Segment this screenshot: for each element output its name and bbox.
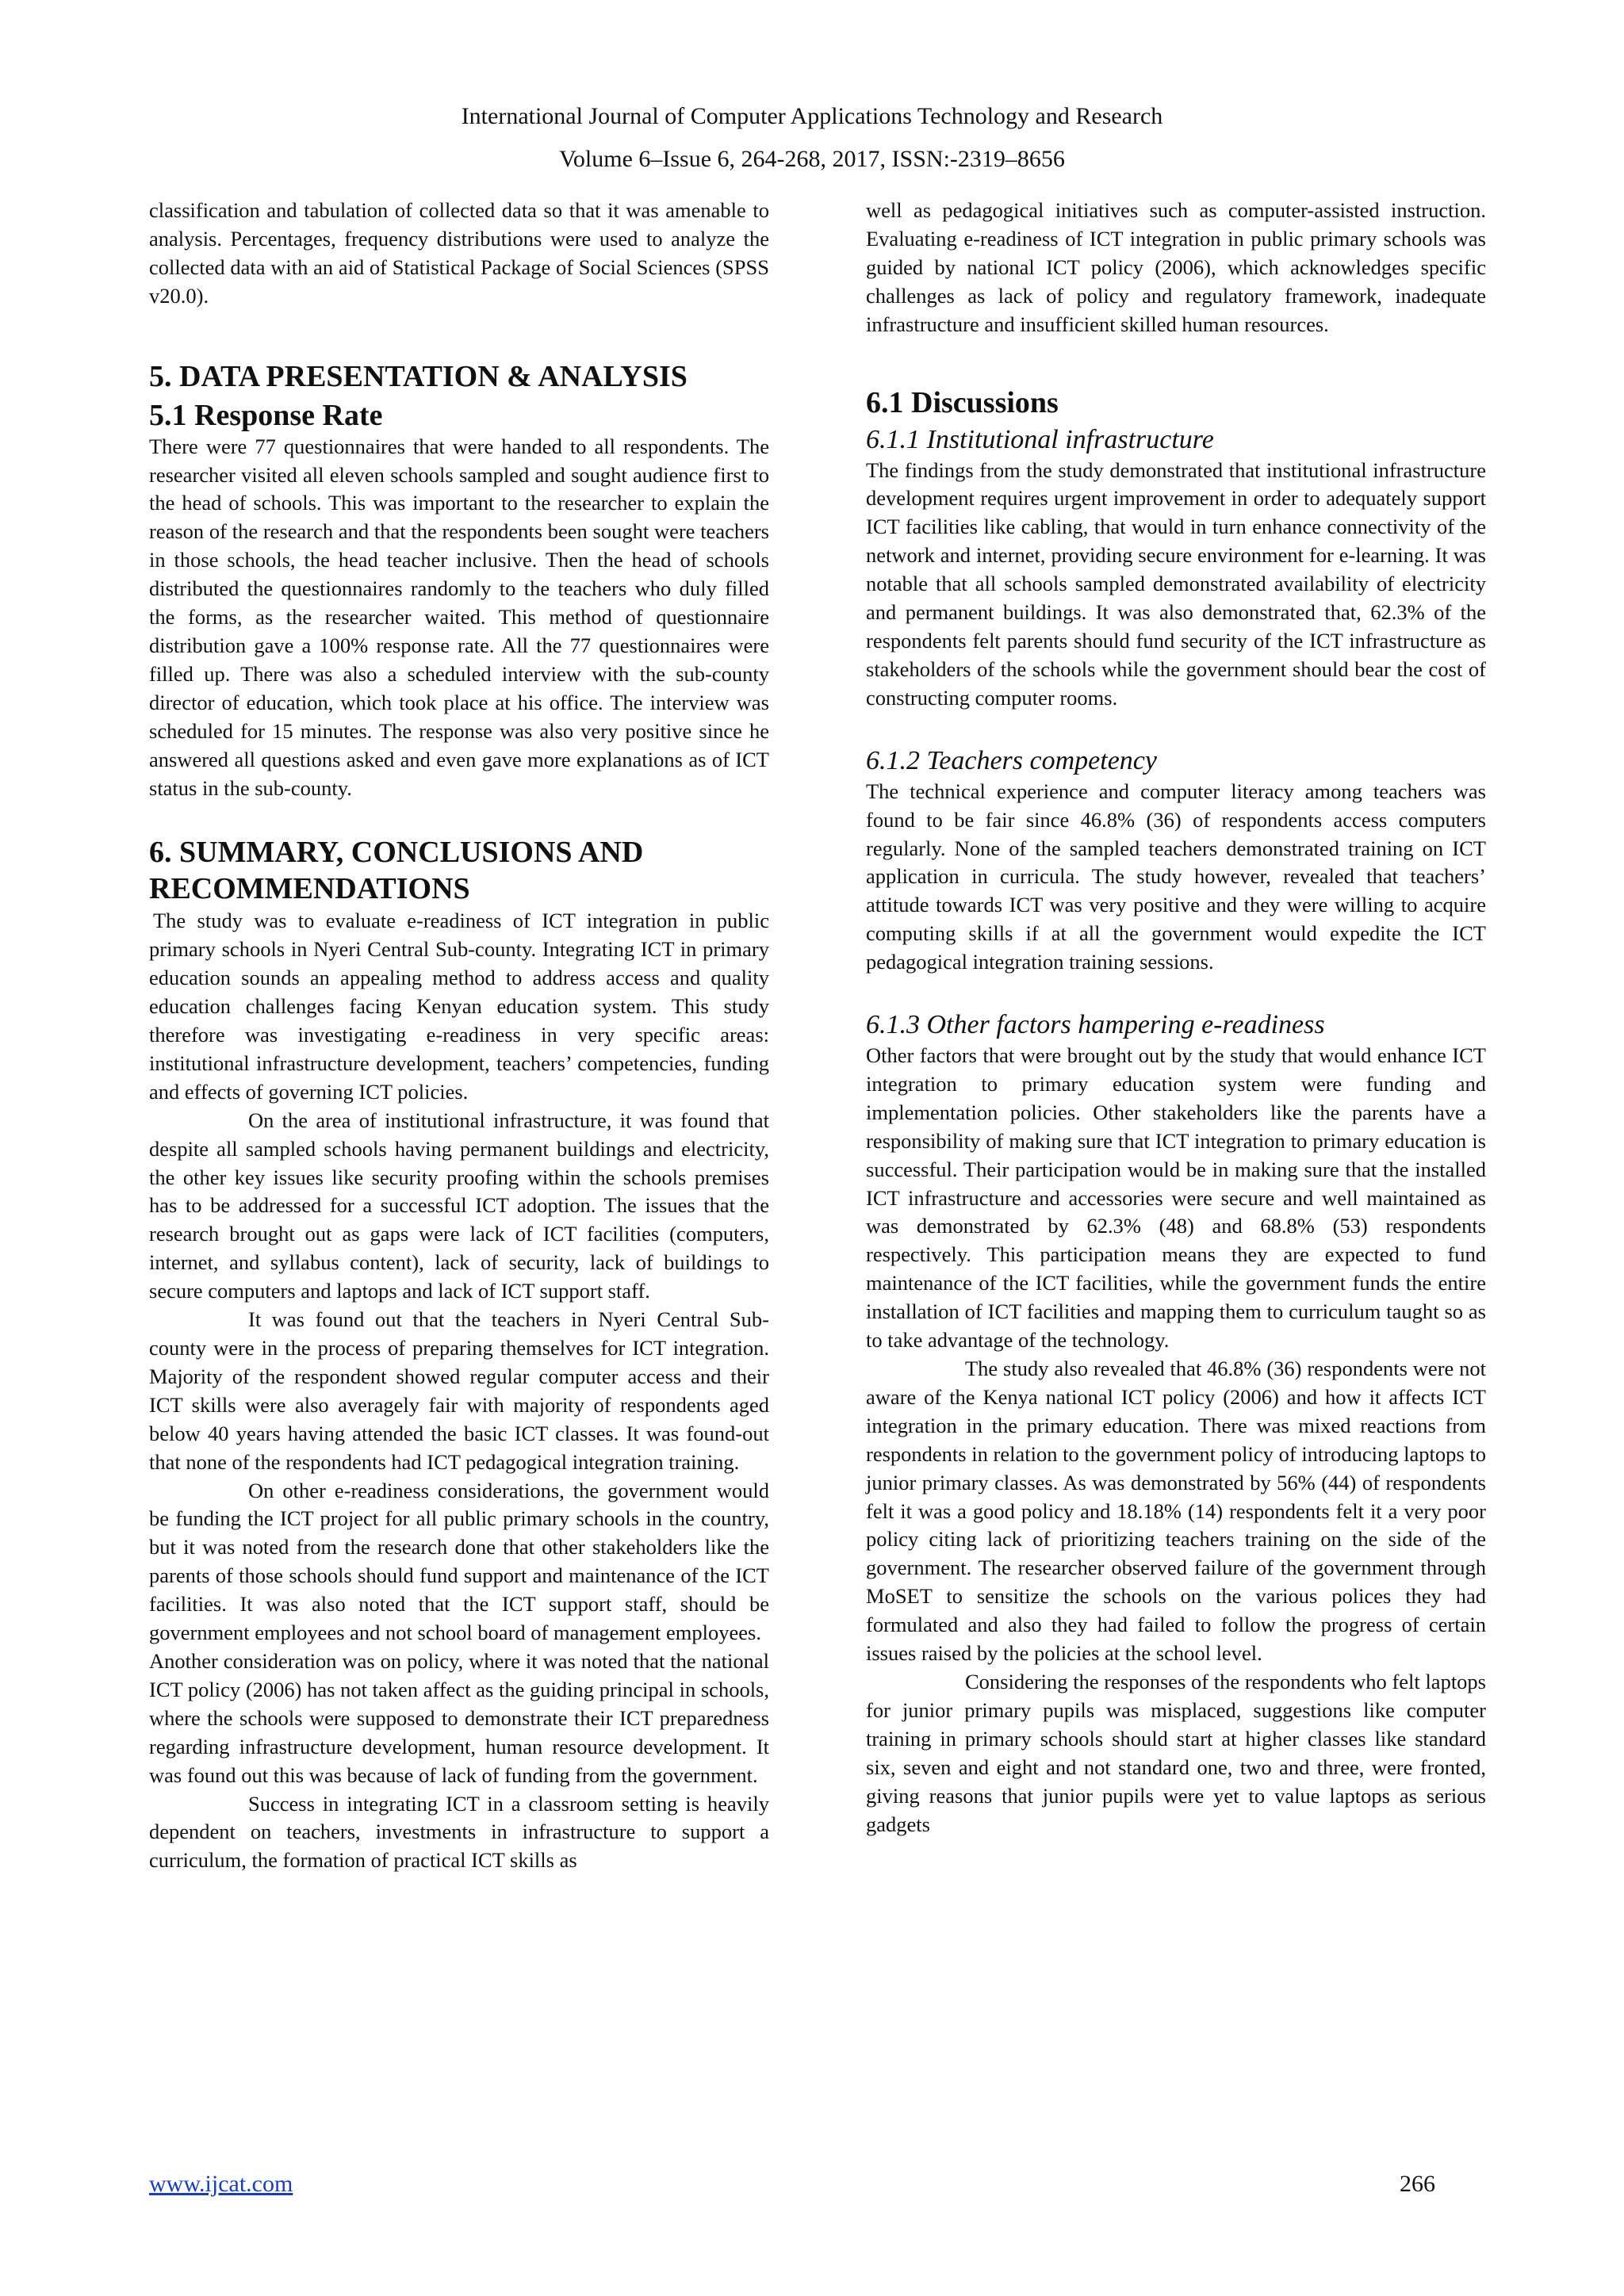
paragraph: There were 77 questionnaires that were handed to all respondents. The researcher visited all eleven schools sampled and sought audience first to the head of schools. This was important to the researcher to explain the reason of the research and that the respondents been sought were teachers in those schools, the head teacher inclusive. Then the head of schools distributed the questionnaires randomly to the teachers who duly filled the forms, as the researcher waited. This method of questionnaire distribution gave a 100% response rate. All the 77 questionnaires were filled up. There was also a scheduled interview with the sub-county director of education, which took place at his office. The interview was scheduled for 15 minutes. The response was also very positive since he answered all questions asked and even gave more explanations as of ICT status in the sub-county. — [149, 434, 769, 800]
paragraph: Other factors that were brought out by the study that would enhance ICT integration to primary education system were funding and implementation policies. Other stakeholders like the parents have a responsibility of making sure that ICT integration to primary education is successful. Their participation would be in making sure that the installed ICT infrastructure and accessories were secure and well maintained as was demonstrated by 62.3% (48) and 68.8% (53) respondents respectively. This participation means they are expected to fund maintenance of the ICT facilities, while the government funds the entire installation of ICT facilities and mapping them to curriculum taught so as to take advantage of the technology. — [866, 1043, 1486, 1353]
paragraph: Another consideration was on policy, where it was noted that the national ICT policy (2006) has not taken affect as the guiding principal in schools, where the schools were supposed to demonstrate their ICT preparedness regarding infrastructure development, human resource development. It was found out this was because of lack of funding from the government. — [149, 1648, 769, 1787]
subsection-heading-6-1-1: 6.1.1 Institutional infrastructure — [866, 424, 1214, 454]
paragraph: Considering the responses of the respondents who felt laptops for junior primary pupils was misplaced, suggestions like computer training in primary schools should start at higher classes like standard six, seven and eight and not standard one, two and three, were fronted, giving reasons that junior pupils were yet to value laptops as serious gadgets — [866, 1669, 1486, 1836]
journal-website-link[interactable]: www.ijcat.com — [149, 2171, 293, 2197]
section-heading-5: 5. DATA PRESENTATION & ANALYSIS — [149, 359, 688, 393]
paragraph: The study also revealed that 46.8% (36) respondents were not aware of the Kenya national ICT policy (2006) and how it affects ICT integration in the primary education. There was mixed reactions from respondents in relation to the government policy of introducing laptops to junior primary classes. As was demonstrated by 56% (44) of respondents felt it was a good policy and 18.18% (14) respondents felt it a very poor policy citing lack of prioritizing teachers training on the side of the government. The researcher observed failure of the government through MoSET to sensitize the schools on the various polices they had formulated and also they had failed to follow the progress of certain issues raised by the policies at the school level. — [866, 1357, 1486, 1666]
paragraph: The technical experience and computer literacy among teachers was found to be fair since 46.8% (36) of respondents access computers regularly. None of the sampled teachers demonstrated training on ICT application in curricula. The study however, revealed that teachers’ attitude towards ICT was very positive and they were willing to acquire computing skills if at all the government would expedite the ICT pedagogical integration training sessions. — [866, 779, 1486, 974]
running-header — [0, 95, 1624, 181]
paragraph: The findings from the study demonstrated that institutional infrastructure development requires urgent improvement in order to adequately support ICT facilities like cabling, that would in turn enhance connectivity of the network and internet, providing secure environment for e-learning. It was notable that all schools sampled demonstrated availability of electricity and permanent buildings. It was also demonstrated that, 62.3% of the respondents felt parents should fund security of the ICT infrastructure as stakeholders of the schools while the government should bear the cost of constructing computer rooms. — [866, 457, 1486, 710]
paragraph: It was found out that the teachers in Nyeri Central Sub-county were in the process of preparing themselves for ICT integration. Majority of the respondent showed regular computer access and their ICT skills were also averagely fair with majority of respondents aged below 40 years having attended the basic ICT classes. It was found-out that none of the respondents had ICT pedagogical integration training. — [149, 1307, 769, 1474]
paragraph: On other e-readiness considerations, the government would be funding the ICT project for all public primary schools in the country, but it was noted from the research done that other stakeholders like the parents of those schools should fund support and maintenance of the ICT facilities. It was also noted that the ICT support staff, should be government employees and not school board of management employees. — [149, 1478, 769, 1645]
section-heading-6: 6. SUMMARY, CONCLUSIONS AND RECOMMENDATIONS — [149, 836, 644, 906]
paragraph: The study was to evaluate e-readiness of ICT integration in public primary schools in Nyeri Central Sub-county. Integrating ICT in primary education sounds an appealing method to address access and quality education challenges facing Kenyan education system. This study therefore was investigating e-readiness in very specific areas: institutional infrastructure development, teachers’ competencies, funding and effects of governing ICT policies. — [149, 909, 769, 1104]
left-column — [149, 197, 769, 1875]
subsection-heading-6-1-2: 6.1.2 Teachers competency — [866, 745, 1157, 775]
paragraph: well as pedagogical initiatives such as computer-assisted instruction. Evaluating e-readiness of ICT integration in public primary schools was guided by national ICT policy (2006), which acknowledges specific challenges as lack of policy and regulatory framework, inadequate infrastructure and insufficient skilled human resources. — [866, 198, 1486, 336]
right-column — [866, 197, 1486, 1839]
paragraph: On the area of institutional infrastructure, it was found that despite all sampled schools having permanent buildings and electricity, the other key issues like security proofing within the schools premises has to be addressed for a successful ICT adoption. The issues that the research brought out as gaps were lack of ICT facilities (computers, internet, and syllabus content), lack of security, lack of buildings to secure computers and laptops and lack of ICT support staff. — [149, 1108, 769, 1303]
paragraph: classification and tabulation of collected data so that it was amenable to analysis. Percentages, frequency distributions were used to analyze the collected data with an aid of Statistical Package of Social Sciences (SPSS v20.0). — [149, 198, 769, 308]
journal-title: International Journal of Computer Applications Technology and Research — [461, 103, 1163, 129]
section-heading-5-1: 5.1 Response Rate — [149, 398, 383, 432]
section-heading-6-1: 6.1 Discussions — [866, 385, 1059, 419]
page-number: 266 — [1400, 2171, 1435, 2197]
volume-info: Volume 6–Issue 6, 264-268, 2017, ISSN:-2319–8656 — [559, 146, 1065, 172]
subsection-heading-6-1-3: 6.1.3 Other factors hampering e-readiness — [866, 1010, 1325, 1040]
paragraph: Success in integrating ICT in a classroom setting is heavily dependent on teachers, investments in infrastructure to support a curriculum, the formation of practical ICT skills as — [149, 1791, 769, 1873]
